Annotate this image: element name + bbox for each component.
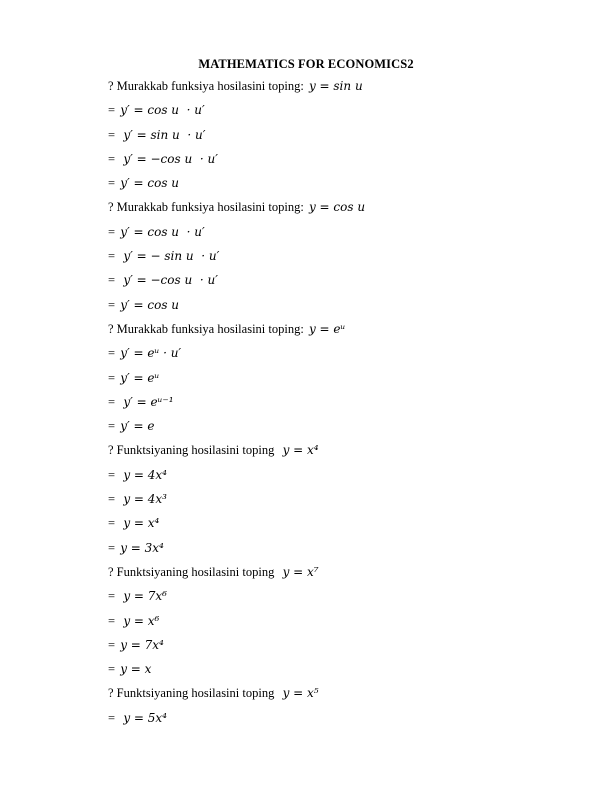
- question-text: ? Funktsiyaning hosilasini toping: [108, 686, 281, 701]
- question-text: ? Murakkab funksiya hosilasini toping:: [108, 321, 307, 336]
- math-expression: y′ = − sin u · u′: [123, 249, 220, 264]
- option-marker: =: [108, 662, 119, 677]
- question-text: ? Funktsiyaning hosilasini toping: [108, 443, 281, 458]
- math-expression: y = 4x³: [123, 492, 167, 507]
- answer-option: [108, 541, 578, 565]
- math-expression: y′ = e: [120, 419, 155, 434]
- math-expression: y = 5x⁴: [123, 710, 167, 725]
- page-title: MATHEMATICS FOR ECONOMICS2: [198, 57, 414, 71]
- answer-option: [108, 371, 578, 395]
- math-expression: y = x⁵: [282, 686, 319, 701]
- answer-option: [108, 589, 578, 613]
- answer-option: [108, 662, 578, 686]
- math-expression: y′ = −cos u · u′: [123, 151, 218, 166]
- option-marker: =: [108, 637, 119, 652]
- math-expression: y = sin u: [308, 79, 363, 93]
- question-line: [108, 322, 578, 346]
- math-expression: y = x⁶: [123, 613, 160, 628]
- math-expression: y = x: [120, 662, 152, 677]
- math-expression: y = x⁴: [123, 516, 160, 531]
- answer-option: [108, 468, 578, 492]
- question-line: [108, 565, 578, 589]
- answer-option: [108, 225, 578, 249]
- question-line: [108, 443, 578, 467]
- option-marker: =: [108, 419, 119, 434]
- math-expression: y = x⁴: [282, 443, 319, 458]
- answer-option: [108, 638, 578, 662]
- answer-option: [108, 103, 578, 127]
- question-line: [108, 79, 578, 103]
- answer-option: [108, 128, 578, 152]
- option-marker: =: [108, 394, 122, 409]
- option-marker: =: [108, 492, 122, 507]
- answer-option: [108, 176, 578, 200]
- option-marker: =: [108, 127, 122, 142]
- answer-option: [108, 711, 578, 735]
- answer-option: [108, 419, 578, 443]
- math-expression: y′ = cos u · u′: [120, 224, 205, 239]
- math-expression: y = 7x⁴: [120, 637, 164, 652]
- math-expression: y = eᵘ: [308, 321, 346, 336]
- question-text: ? Murakkab funksiya hosilasini toping:: [108, 79, 307, 93]
- math-expression: y = 7x⁶: [123, 589, 167, 604]
- math-expression: y′ = eᵘ: [120, 370, 160, 385]
- question-text: ? Murakkab funksiya hosilasini toping:: [108, 200, 307, 215]
- answer-option: [108, 492, 578, 516]
- option-marker: =: [108, 176, 119, 191]
- math-expression: y′ = sin u · u′: [123, 127, 206, 142]
- question-list: [108, 79, 578, 735]
- option-marker: =: [108, 710, 122, 725]
- math-expression: y = 4x⁴: [123, 467, 167, 482]
- math-expression: y = cos u: [308, 200, 366, 215]
- answer-option: [108, 298, 578, 322]
- math-expression: y′ = −cos u · u′: [123, 273, 218, 288]
- option-marker: =: [108, 103, 119, 118]
- option-marker: =: [108, 613, 122, 628]
- math-expression: y′ = cos u · u′: [120, 103, 205, 118]
- option-marker: =: [108, 467, 122, 482]
- answer-option: [108, 395, 578, 419]
- option-marker: =: [108, 224, 119, 239]
- answer-option: [108, 346, 578, 370]
- question-line: [108, 686, 578, 710]
- option-marker: =: [108, 346, 119, 361]
- option-marker: =: [108, 589, 122, 604]
- option-marker: =: [108, 370, 119, 385]
- option-marker: =: [108, 151, 122, 166]
- option-marker: =: [108, 297, 119, 312]
- option-marker: =: [108, 249, 122, 264]
- math-expression: y′ = cos u: [120, 176, 180, 191]
- answer-option: [108, 516, 578, 540]
- math-expression: y = x⁷: [282, 564, 319, 579]
- question-text: ? Funktsiyaning hosilasini toping: [108, 564, 281, 579]
- option-marker: =: [108, 273, 122, 288]
- option-marker: =: [108, 540, 119, 555]
- math-expression: y = 3x⁴: [120, 540, 164, 555]
- answer-option: [108, 273, 578, 297]
- option-marker: =: [108, 516, 122, 531]
- answer-option: [108, 249, 578, 273]
- answer-option: [108, 614, 578, 638]
- answer-option: [108, 152, 578, 176]
- math-expression: y′ = eᵘ⁻¹: [123, 394, 174, 409]
- math-expression: y′ = cos u: [120, 297, 180, 312]
- math-expression: y′ = eᵘ · u′: [120, 346, 182, 361]
- question-line: [108, 200, 578, 224]
